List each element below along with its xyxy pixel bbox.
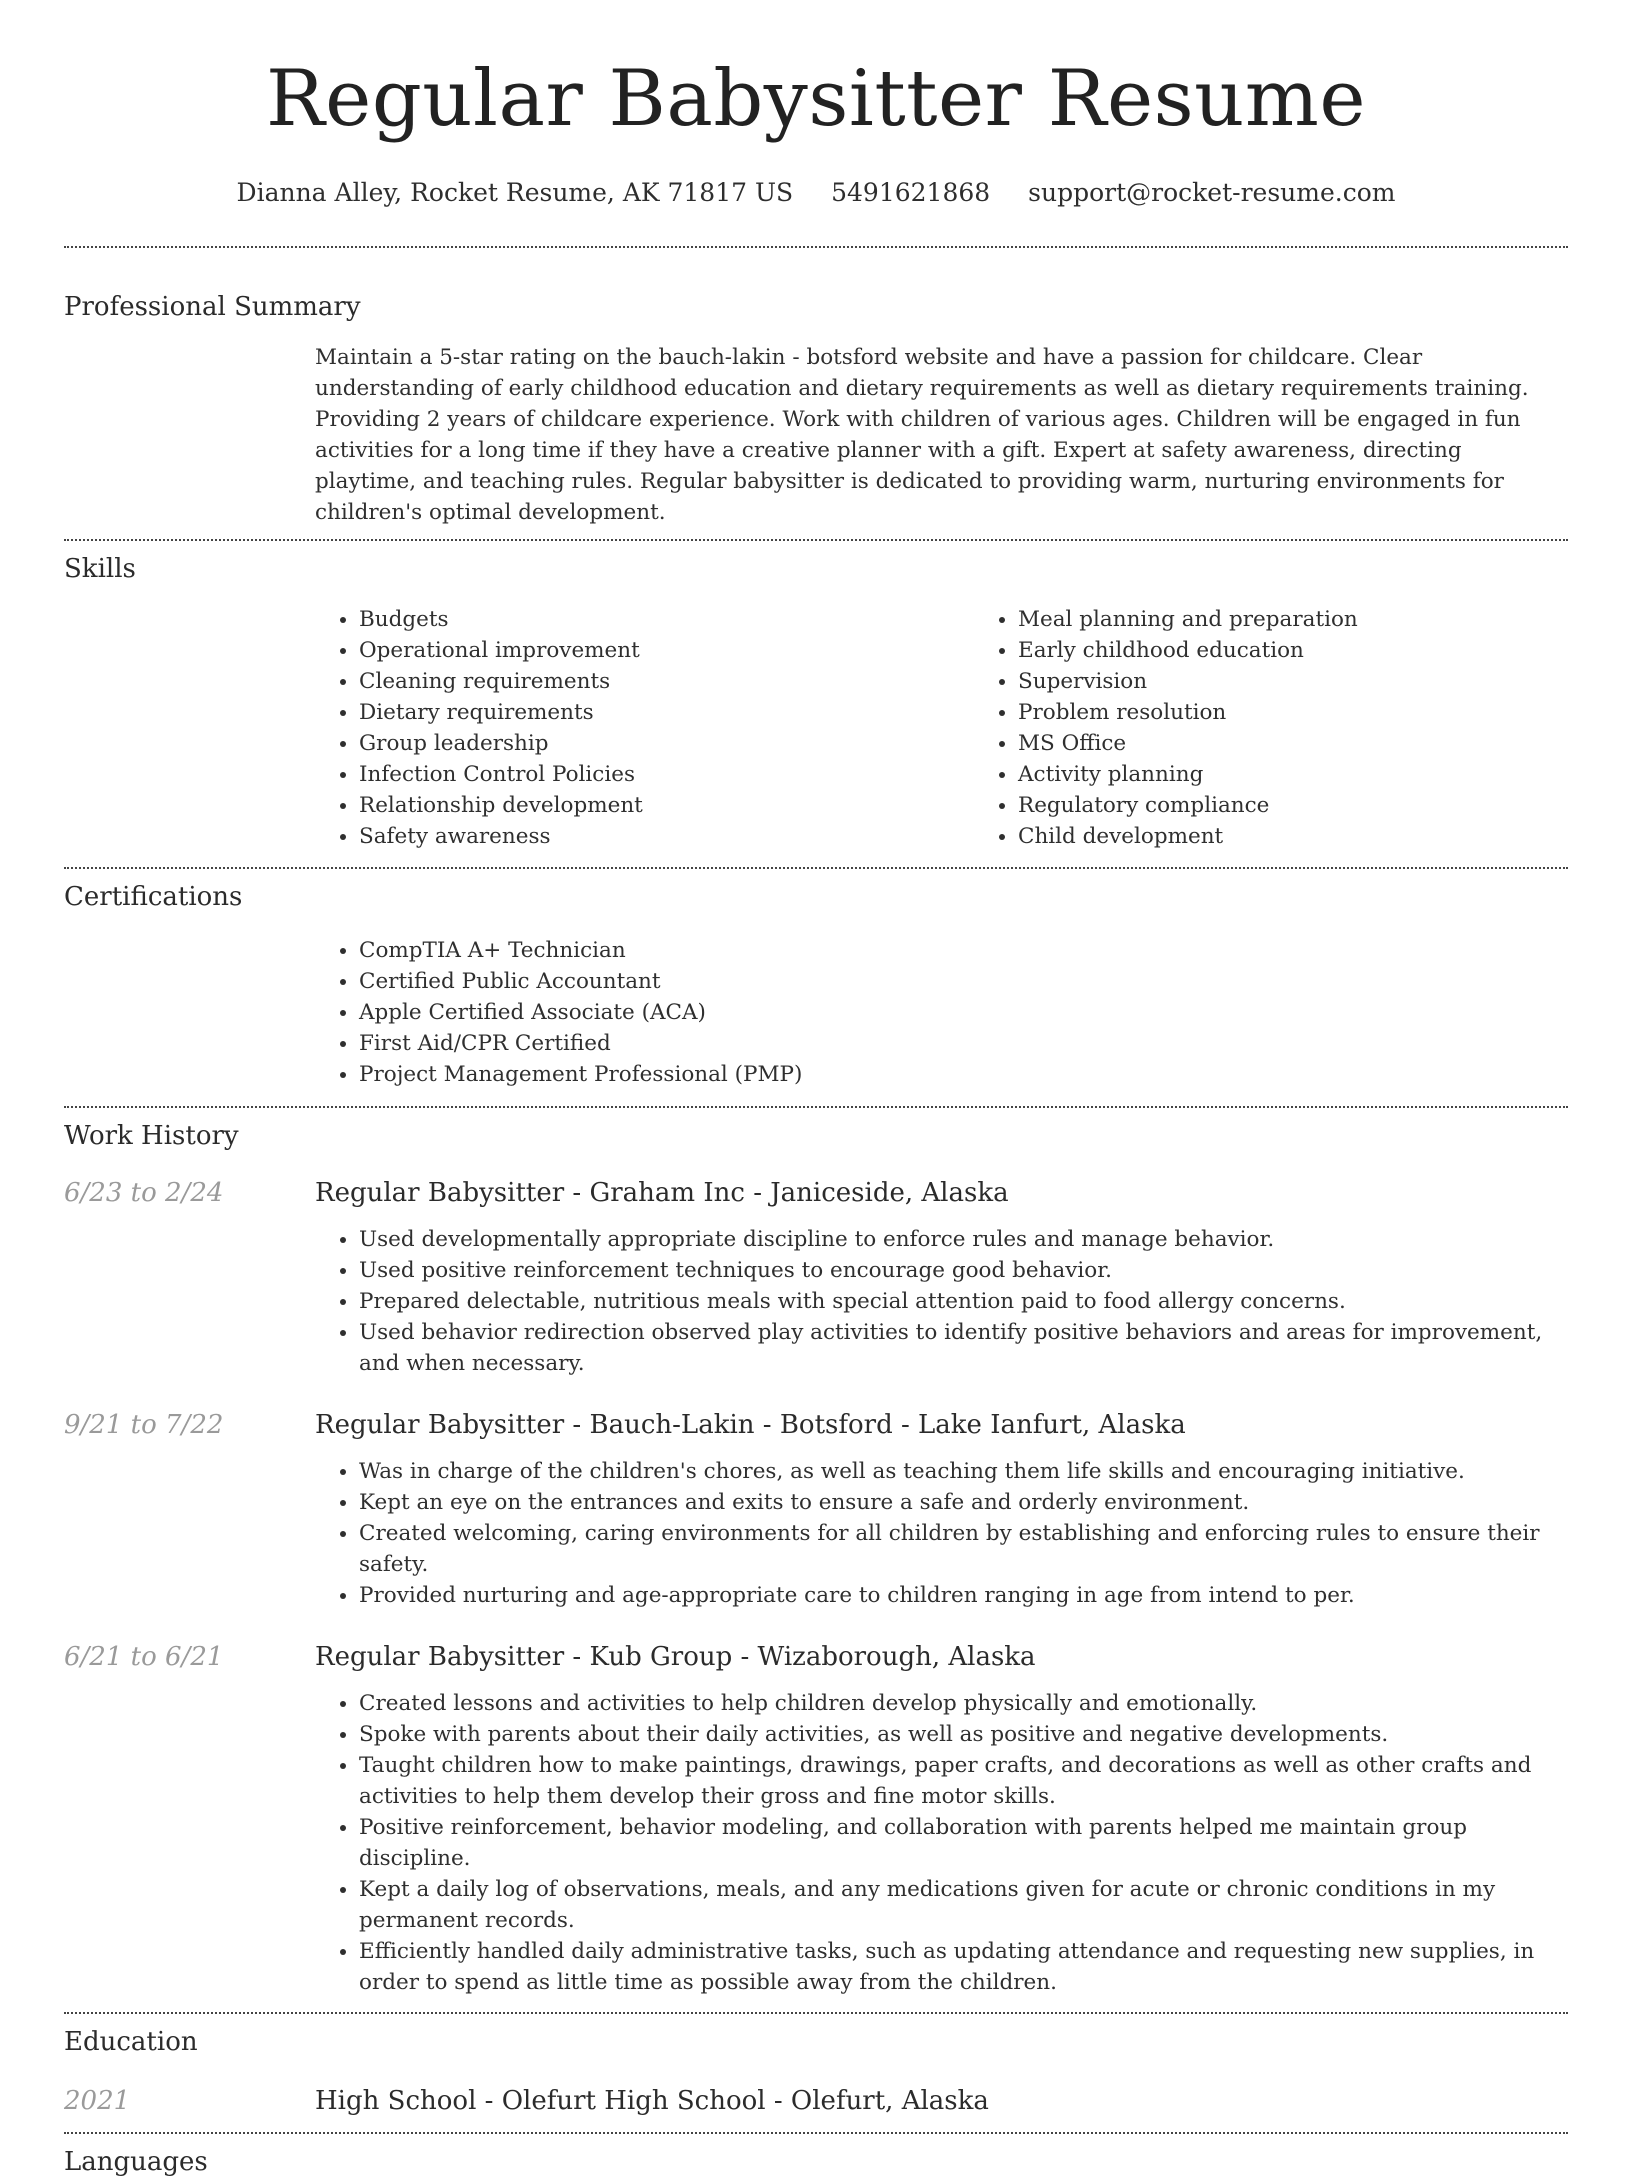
skill-item: • Budgets — [359, 604, 974, 635]
certification-item: • Certified Public Accountant — [359, 966, 1568, 997]
divider — [64, 2012, 1568, 2014]
certifications-heading: Certifications — [64, 882, 243, 912]
divider — [64, 246, 1568, 248]
skill-item: • Dietary requirements — [359, 697, 974, 728]
job-title: Regular Babysitter - Bauch-Lakin - Botsford - Lake Ianfurt, Alaska — [315, 1410, 1186, 1440]
job-bullet: • Created lessons and activities to help children develop physically and emotionally. — [359, 1688, 1568, 1719]
skills-section — [64, 604, 1568, 852]
divider — [64, 2132, 1568, 2134]
job-entry — [64, 1640, 1568, 1998]
skill-item: • Cleaning requirements — [359, 666, 974, 697]
education-heading: Education — [64, 2027, 198, 2057]
job-bullet: • Prepared delectable, nutritious meals with special attention paid to food allergy concerns. — [359, 1286, 1568, 1317]
skills-list-left — [315, 604, 974, 852]
job-bullet: • Used developmentally appropriate discipline to enforce rules and manage behavior. — [359, 1224, 1568, 1255]
job-bullets — [315, 1224, 1568, 1379]
job-entry — [64, 1408, 1568, 1611]
certification-item: • Project Management Professional (PMP) — [359, 1059, 1568, 1090]
skill-item: • Safety awareness — [359, 821, 974, 852]
job-dates: 9/21 to 7/22 — [64, 1410, 224, 1440]
job-bullets — [315, 1456, 1568, 1611]
summary-heading: Professional Summary — [64, 292, 361, 322]
skill-item: • Group leadership — [359, 728, 974, 759]
skill-item: • Early childhood education — [1018, 635, 1632, 666]
certification-item: • Apple Certified Associate (ACA) — [359, 997, 1568, 1028]
job-bullet: • Used behavior redirection observed play activities to identify positive behaviors and areas for improvement, and when necessary. — [359, 1317, 1568, 1379]
job-bullet: • Was in charge of the children's chores, as well as teaching them life skills and encouraging initiative. — [359, 1456, 1568, 1487]
certifications-section — [64, 935, 1568, 1090]
job-dates: 6/21 to 6/21 — [64, 1642, 224, 1672]
job-bullet: • Kept an eye on the entrances and exits to ensure a safe and orderly environment. — [359, 1487, 1568, 1518]
job-bullet: • Provided nurturing and age-appropriate care to children ranging in age from intend to per. — [359, 1580, 1568, 1611]
job-bullet: • Created welcoming, caring environments for all children by establishing and enforcing rules to ensure their safety. — [359, 1518, 1568, 1580]
contact-address: Dianna Alley, Rocket Resume, AK 71817 US — [236, 178, 794, 207]
skill-item: • Supervision — [1018, 666, 1632, 697]
job-title: Regular Babysitter - Graham Inc - Janiceside, Alaska — [315, 1178, 1009, 1208]
skill-item: • Activity planning — [1018, 759, 1632, 790]
summary-section — [64, 342, 1568, 528]
contact-phone: 5491621868 — [831, 178, 991, 207]
summary-text: Maintain a 5-star rating on the bauch-lakin - botsford website and have a passion for childcare. Clear understanding of early childhood education and dietary requirements as well as dietary requirements training. Providing 2 years of childcare experience. Work with children of various ages. Children will be engaged in fun activities for a long time if they have a creative planner with a gift. Expert at safety awareness, directing playtime, and teaching rules. Regular babysitter is dedicated to providing warm, nurturing environments for children's optimal development. — [315, 345, 1529, 525]
languages-heading: Languages — [64, 2147, 208, 2177]
job-bullet: • Positive reinforcement, behavior modeling, and collaboration with parents helped me maintain group discipline. — [359, 1812, 1568, 1874]
skill-item: • MS Office — [1018, 728, 1632, 759]
certification-item: • CompTIA A+ Technician — [359, 935, 1568, 966]
skill-item: • Operational improvement — [359, 635, 974, 666]
education-title: High School - Olefurt High School - Olefurt, Alaska — [315, 2086, 989, 2116]
skill-item: • Regulatory compliance — [1018, 790, 1632, 821]
job-bullet: • Taught children how to make paintings, drawings, paper crafts, and decorations as well as other crafts and activities to help them develop their gross and fine motor skills. — [359, 1750, 1568, 1812]
skill-item: • Infection Control Policies — [359, 759, 974, 790]
job-bullet: • Efficiently handled daily administrative tasks, such as updating attendance and requesting new supplies, in order to spend as little time as possible away from the children. — [359, 1936, 1568, 1998]
job-bullet: • Used positive reinforcement techniques to encourage good behavior. — [359, 1255, 1568, 1286]
page-title: Regular Babysitter Resume — [265, 54, 1367, 144]
skills-heading: Skills — [64, 554, 136, 584]
divider — [64, 539, 1568, 541]
skill-item: • Relationship development — [359, 790, 974, 821]
divider — [64, 867, 1568, 869]
education-year: 2021 — [64, 2086, 131, 2116]
education-entry — [64, 2084, 1568, 2118]
job-bullet: • Spoke with parents about their daily activities, as well as positive and negative developments. — [359, 1719, 1568, 1750]
job-entry — [64, 1176, 1568, 1379]
skill-item: • Problem resolution — [1018, 697, 1632, 728]
job-bullets — [315, 1688, 1568, 1998]
job-bullet: • Kept a daily log of observations, meals, and any medications given for acute or chronic conditions in my permanent records. — [359, 1874, 1568, 1936]
skills-list-right — [974, 604, 1632, 852]
job-title: Regular Babysitter - Kub Group - Wizaborough, Alaska — [315, 1642, 1036, 1672]
certification-item: • First Aid/CPR Certified — [359, 1028, 1568, 1059]
skill-item: • Meal planning and preparation — [1018, 604, 1632, 635]
divider — [64, 1106, 1568, 1108]
contact-line — [64, 176, 1568, 210]
certifications-list — [315, 935, 1568, 1090]
work-heading: Work History — [64, 1121, 239, 1151]
work-history-section — [64, 1176, 1568, 1998]
contact-email: support@rocket-resume.com — [1028, 178, 1396, 207]
skill-item: • Child development — [1018, 821, 1632, 852]
job-dates: 6/23 to 2/24 — [64, 1178, 224, 1208]
